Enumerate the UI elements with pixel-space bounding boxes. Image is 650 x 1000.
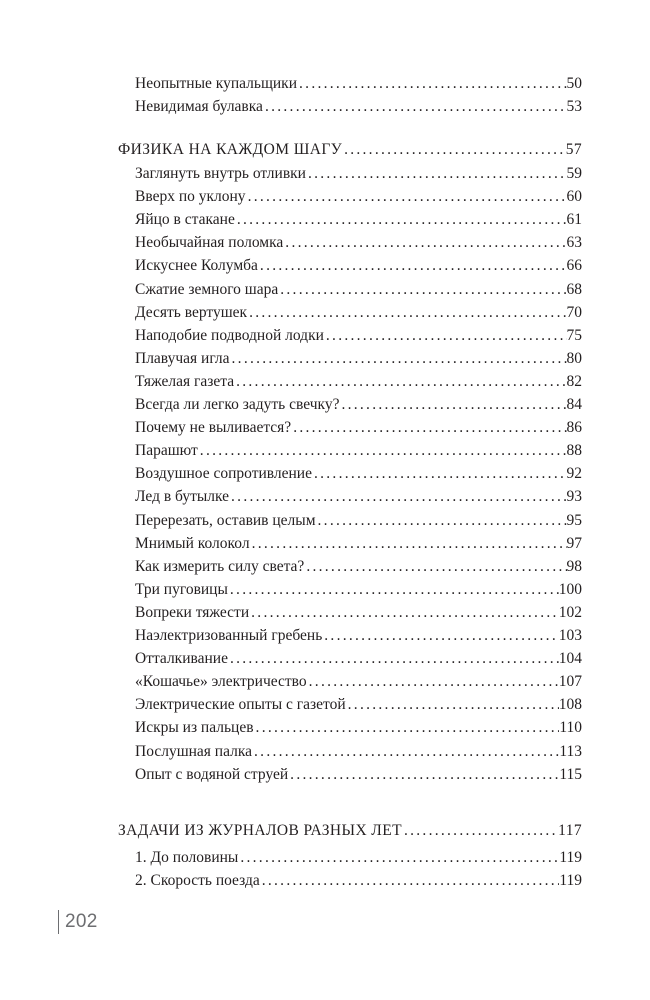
toc-entry-page: 115 [559, 765, 582, 783]
toc-entry-page: 110 [559, 719, 582, 737]
toc-entry-page: 103 [558, 627, 582, 644]
dot-leader [324, 326, 567, 346]
dot-leader [247, 303, 566, 323]
dot-leader [230, 349, 567, 369]
toc-entry-page: 98 [566, 557, 582, 575]
toc-entry-title: Плавучая игла [135, 349, 230, 367]
toc-entry[interactable] [135, 418, 582, 438]
toc-section-heading[interactable] [118, 821, 582, 841]
toc-entry-page: 88 [566, 442, 582, 460]
toc-entry-title: Яйцо в стакане [135, 211, 235, 229]
toc-entry-page: 108 [558, 696, 582, 714]
toc-entry[interactable] [135, 303, 582, 323]
dot-leader [339, 395, 566, 415]
dot-leader [291, 418, 566, 438]
toc-entry-title: Перерезать, оставив целым [135, 511, 316, 529]
dot-leader [288, 765, 559, 785]
toc-entry-title: Парашют [135, 442, 198, 460]
toc-entry[interactable] [135, 718, 582, 738]
dot-leader [283, 233, 566, 253]
toc-entry-page: 60 [566, 188, 582, 206]
dot-leader [263, 97, 567, 117]
toc-entry-page: 95 [566, 511, 582, 529]
toc-entry[interactable] [135, 695, 582, 715]
page-number: 202 [65, 911, 98, 932]
toc-entry-title: Неопытные купальщики [135, 75, 298, 92]
dot-leader [252, 742, 559, 762]
dot-leader [228, 649, 559, 669]
toc-entry-page: 100 [558, 580, 582, 598]
toc-entry-title: Вопреки тяжести [135, 603, 250, 621]
toc-entry-title: Наэлектризованный гребень [135, 627, 323, 644]
toc-entry-page: 53 [566, 98, 582, 115]
toc-entry[interactable] [135, 765, 582, 785]
toc-entry[interactable] [135, 534, 582, 554]
toc-entry-page: 119 [559, 849, 582, 866]
toc-entry-page: 68 [566, 280, 582, 298]
toc-entry-title: Сжатие земного шара [135, 280, 279, 298]
toc-entry[interactable] [135, 848, 582, 868]
toc-entry-page: 92 [566, 465, 582, 483]
toc-entry-title: Почему не выливается? [135, 419, 292, 437]
toc-entry-page: 50 [566, 75, 582, 92]
page-folio [58, 910, 98, 934]
toc-entry-page: 61 [566, 211, 582, 229]
dot-leader [198, 441, 567, 461]
dot-leader [254, 718, 560, 738]
toc-entry-title: Всегда ли легко задуть свечку? [135, 396, 340, 413]
folio-rule [58, 910, 59, 934]
toc-entry-page: 104 [558, 650, 582, 668]
toc-section-title: ЗАДАЧИ ИЗ ЖУРНАЛОВ РАЗНЫХ ЛЕТ [118, 822, 402, 839]
toc-entry[interactable] [135, 672, 582, 692]
toc-entry-title: Воздушное сопротивление [135, 465, 312, 483]
toc-entry-title: Послушная палка [135, 742, 253, 760]
dot-leader [342, 140, 566, 160]
toc-entry[interactable] [135, 280, 582, 300]
dot-leader [238, 848, 559, 868]
toc-entry-title: Вверх по уклону [135, 188, 246, 206]
toc-entry-title: Лед в бутылке [135, 488, 230, 506]
toc-entry-title: Наподобие подводной лодки [135, 326, 324, 344]
toc-entry-title: 1. До половины [135, 849, 239, 866]
toc-entry-page: 102 [558, 603, 582, 621]
toc-entry-title: Искры из пальцев [135, 719, 254, 737]
dot-leader [278, 280, 566, 300]
toc-entry[interactable] [135, 349, 582, 369]
dot-leader [229, 487, 566, 507]
toc-entry[interactable] [135, 742, 582, 762]
toc-entry[interactable] [135, 464, 582, 484]
dot-leader [346, 695, 559, 715]
toc-entry-page: 97 [566, 534, 582, 552]
dot-leader [228, 580, 559, 600]
toc-entry[interactable] [135, 395, 582, 415]
toc-section-title: ФИЗИКА НА КАЖДОМ ШАГУ [118, 141, 343, 158]
toc-entry-page: 107 [558, 673, 582, 691]
toc-entry-title: Как измерить силу света? [135, 557, 305, 575]
toc-entry-page: 84 [566, 396, 582, 413]
toc-entry[interactable] [135, 649, 582, 669]
toc-entry[interactable] [135, 74, 582, 94]
toc-section-page: 57 [565, 141, 582, 158]
toc-entry-title: Заглянуть внутрь отливки [135, 165, 306, 182]
toc-entry-title: Три пуговицы [135, 580, 228, 598]
toc-entry-page: 75 [566, 326, 582, 344]
toc-entry[interactable] [135, 557, 582, 577]
toc-entry-title: Электрические опыты с газетой [135, 696, 346, 714]
toc-entry[interactable] [135, 187, 582, 207]
toc-entry[interactable] [135, 511, 582, 531]
toc-entry[interactable] [135, 164, 582, 184]
toc-entry[interactable] [135, 871, 582, 891]
dot-leader [316, 511, 567, 531]
toc-entry-title: Невидимая булавка [135, 98, 263, 115]
dot-leader [402, 821, 558, 841]
toc-entry-title: «Кошачье» электричество [135, 673, 307, 691]
dot-leader [246, 187, 567, 207]
toc-entry-page: 63 [566, 234, 582, 252]
dot-leader [258, 256, 567, 276]
toc-entry-page: 113 [559, 742, 582, 760]
dot-leader [234, 372, 566, 392]
toc-entry-page: 82 [566, 372, 582, 390]
toc-entry-title: Тяжелая газета [135, 372, 235, 390]
toc-entry[interactable] [135, 233, 582, 253]
dot-leader [235, 210, 567, 230]
dot-leader [322, 626, 558, 646]
toc-entry-title: 2. Скорость поезда [135, 872, 260, 889]
dot-leader [250, 534, 567, 554]
toc-entry-page: 70 [566, 303, 582, 321]
toc-entry[interactable] [135, 603, 582, 623]
toc-entry-page: 119 [559, 872, 582, 889]
toc-entry[interactable] [135, 580, 582, 600]
toc-entry-page: 59 [566, 165, 582, 182]
toc-entry-title: Искуснее Колумба [135, 257, 258, 275]
dot-leader [307, 672, 559, 692]
toc-entry-page: 80 [566, 349, 582, 367]
dot-leader [260, 871, 560, 891]
toc-entry[interactable] [135, 210, 582, 230]
toc-entry-title: Необычайная поломка [135, 234, 284, 252]
dot-leader [249, 603, 559, 623]
dot-leader [312, 464, 567, 484]
toc-entry-title: Отталкивание [135, 650, 228, 668]
toc-entry-title: Мнимый колокол [135, 534, 250, 552]
toc-entry[interactable] [135, 256, 582, 276]
dot-leader [304, 557, 566, 577]
toc-entry-page: 86 [566, 419, 582, 437]
toc-entry[interactable] [135, 97, 582, 117]
toc-entry[interactable] [135, 372, 582, 392]
toc-entry-title: Десять вертушек [135, 303, 248, 321]
toc-entry[interactable] [135, 441, 582, 461]
toc-entry[interactable] [135, 626, 582, 646]
toc-entry-page: 66 [566, 257, 582, 275]
toc-entry-title: Опыт с водяной струей [135, 765, 289, 783]
toc-section-page: 117 [558, 822, 582, 839]
dot-leader [306, 164, 567, 184]
toc-entry[interactable] [135, 326, 582, 346]
toc-entry[interactable] [135, 487, 582, 507]
toc-section-heading[interactable] [118, 140, 582, 160]
dot-leader [297, 74, 566, 94]
toc-entry-page: 93 [566, 488, 582, 506]
